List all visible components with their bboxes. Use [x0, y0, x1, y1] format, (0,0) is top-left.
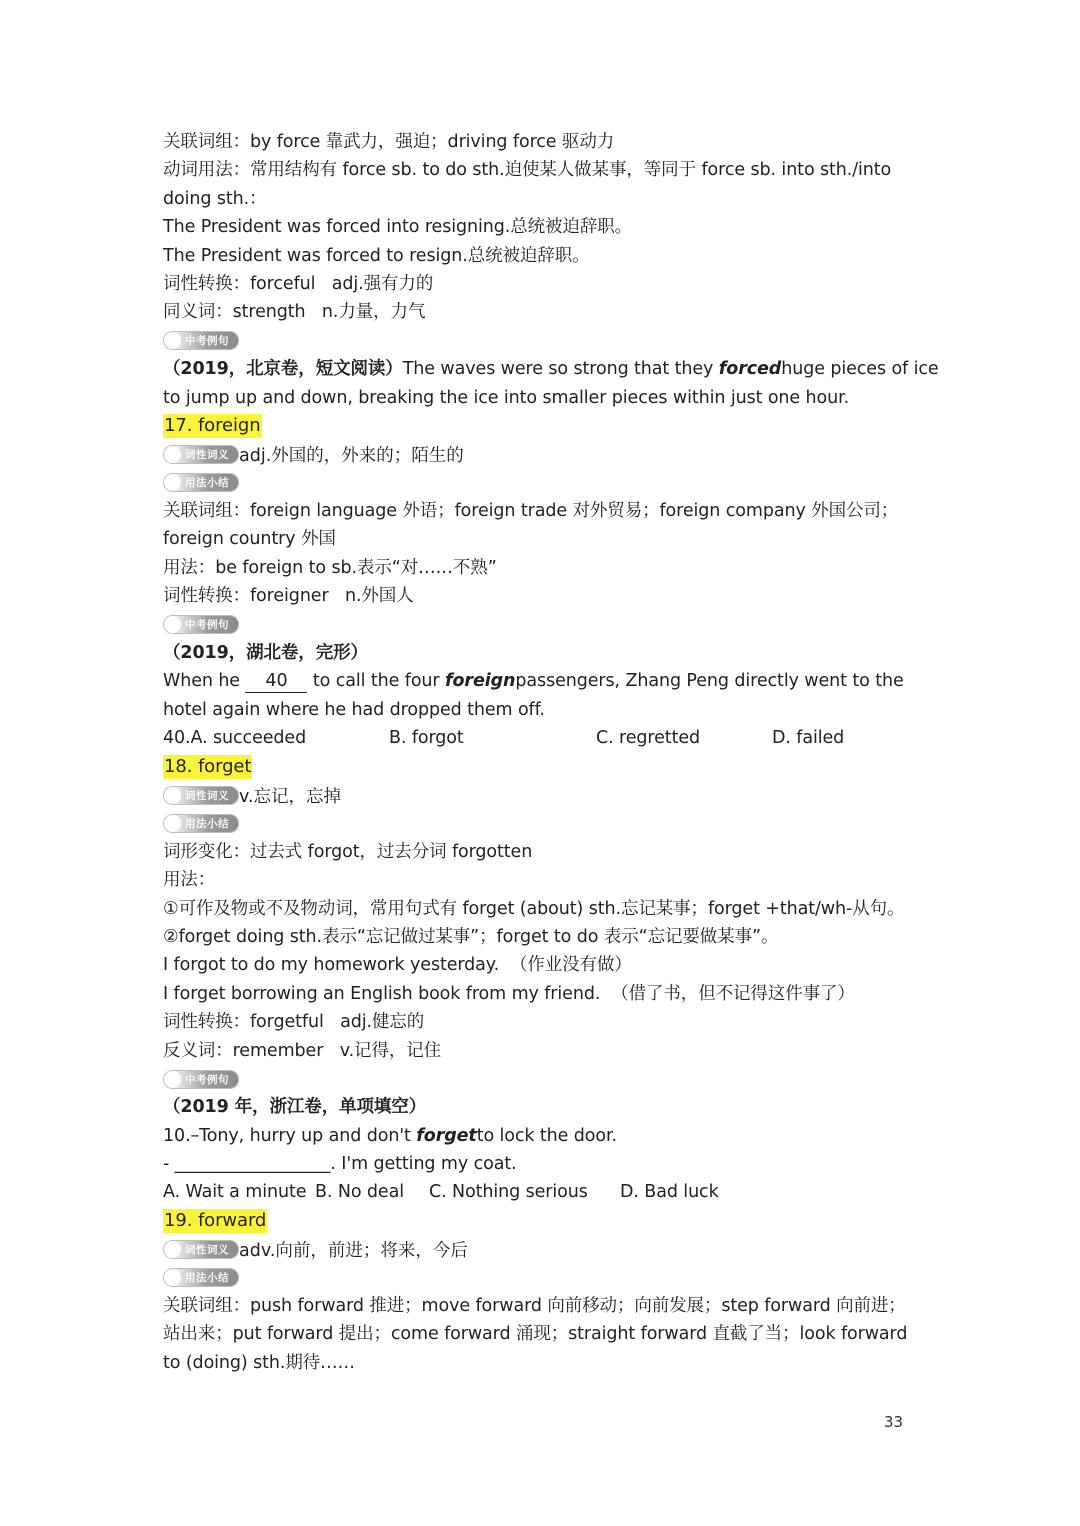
text-line: 同义词：strength n.力量，力气 [163, 302, 426, 323]
pos-definition: adv.向前，前进；将来，今后 [239, 1240, 468, 1261]
exam-example-badge: 中考例句 [163, 615, 239, 634]
usage-badge-row [163, 809, 933, 837]
example-text: 10.–Tony, hurry up and don't [163, 1125, 411, 1146]
pos-row [163, 1235, 933, 1263]
text-line: 站出来；put forward 提出；come forward 涌现；straight forward 直截了当；look forward [163, 1324, 908, 1345]
example-keyword: foreign [445, 671, 516, 692]
pos-definition: v.忘记，忘掉 [239, 786, 342, 807]
pos-badge: 词性词义 [163, 1240, 239, 1259]
usage-badge-row [163, 1264, 933, 1292]
entry-heading-highlight: 19. forward [164, 1209, 267, 1231]
example-line [163, 1122, 933, 1150]
usage-badge: 用法小结 [163, 1268, 239, 1287]
option: D. failed [772, 728, 845, 749]
example-line: to jump up and down, breaking the ice into smaller pieces within just one hour. [163, 387, 850, 408]
text-line: 词性转换：forgetful adj.健忘的 [163, 1012, 425, 1033]
option: B. No deal [315, 1182, 404, 1203]
exam-example-badge: 中考例句 [163, 331, 239, 350]
example-text: When he [163, 671, 240, 692]
text-line: to (doing) sth.期待…… [163, 1352, 355, 1373]
entry-heading-18 [163, 753, 933, 781]
options-row [163, 724, 933, 752]
usage-badge: 用法小结 [163, 814, 239, 833]
option: C. Nothing serious [429, 1182, 588, 1203]
option: D. Bad luck [620, 1182, 719, 1203]
text-line: I forgot to do my homework yesterday. （作业没有做） [163, 955, 632, 976]
usage-badge-row [163, 469, 933, 497]
example-text: to lock the door. [476, 1125, 617, 1146]
page-number: 33 [884, 1413, 904, 1431]
example-line: hotel again where he had dropped them off. [163, 699, 545, 720]
exam-example-badge-row [163, 327, 933, 355]
text-line: 词形变化：过去式 forgot，过去分词 forgotten [163, 841, 533, 862]
usage-badge: 用法小结 [163, 473, 239, 492]
entry-heading-19 [163, 1207, 933, 1235]
option: C. regretted [596, 728, 701, 749]
text-line: 关联词组：by force 靠武力，强迫；driving force 驱动力 [163, 132, 615, 152]
example-keyword: forced [718, 359, 782, 380]
example-line [163, 355, 939, 383]
text-line: 用法：be foreign to sb.表示“对……不熟” [163, 557, 497, 578]
example-text: huge pieces of ice [781, 359, 939, 380]
exam-example-badge-row [163, 1065, 933, 1093]
document-page [163, 128, 939, 1377]
text-line: ①可作及物或不及物动词，常用句式有 forget (about) sth.忘记某事；forget +that/wh-从句。 [163, 898, 905, 919]
text-line: 关联词组：foreign language 外语；foreign trade 对外贸易；foreign company 外国公司； [163, 501, 899, 522]
option: 40.A. succeeded [163, 728, 307, 749]
option: B. forgot [389, 728, 464, 749]
pos-row [163, 781, 933, 809]
text-line: The President was forced to resign.总统被迫辞职。 [163, 245, 590, 266]
pos-row [163, 440, 933, 468]
example-source: （2019，北京卷，短文阅读） [163, 359, 403, 380]
example-source: （2019，湖北卷，完形） [163, 643, 368, 664]
text-line: 反义词：remember v.记得，记住 [163, 1040, 442, 1061]
example-text: to call the four [312, 671, 440, 692]
entry-heading-17 [163, 412, 933, 440]
text-line: 词性转换：forceful adj.强有力的 [163, 273, 434, 294]
pos-definition: adj.外国的，外来的；陌生的 [239, 445, 464, 466]
option: A. Wait a minute [163, 1182, 307, 1203]
pos-badge: 词性词义 [163, 445, 239, 464]
example-keyword: forget [416, 1125, 477, 1146]
answer-blank: 40 [245, 670, 307, 693]
example-source: （2019 年，浙江卷，单项填空） [163, 1097, 427, 1118]
text-line: foreign country 外国 [163, 529, 336, 550]
text-line: I forget borrowing an English book from my friend. （借了书，但不记得这件事了） [163, 983, 855, 1004]
text-line: 动词用法：常用结构有 force sb. to do sth.迫使某人做某事，等同于 force sb. into sth./into [163, 160, 892, 181]
entry-heading-highlight: 17. foreign [164, 414, 261, 436]
pos-badge: 词性词义 [163, 786, 239, 805]
exam-example-badge-row [163, 611, 933, 639]
text-line: 用法： [163, 870, 216, 891]
example-line [163, 667, 933, 695]
text-line: doing sth.： [163, 188, 267, 209]
example-text: The waves were so strong that they [402, 359, 714, 380]
options-row [163, 1178, 933, 1206]
text-line: 词性转换：foreigner n.外国人 [163, 586, 414, 607]
text-line: The President was forced into resigning.总统被迫辞职。 [163, 217, 633, 238]
exam-example-badge: 中考例句 [163, 1070, 239, 1089]
text-line: ②forget doing sth.表示“忘记做过某事”；forget to do 表示“忘记要做某事”。 [163, 926, 779, 947]
text-line: 关联词组：push forward 推进；move forward 向前移动；向前发展；step forward 向前进； [163, 1296, 906, 1317]
entry-heading-highlight: 18. forget [164, 755, 252, 777]
example-line: - __________________. I'm getting my coat. [163, 1154, 517, 1175]
example-text: passengers, Zhang Peng directly went to the [515, 671, 904, 692]
